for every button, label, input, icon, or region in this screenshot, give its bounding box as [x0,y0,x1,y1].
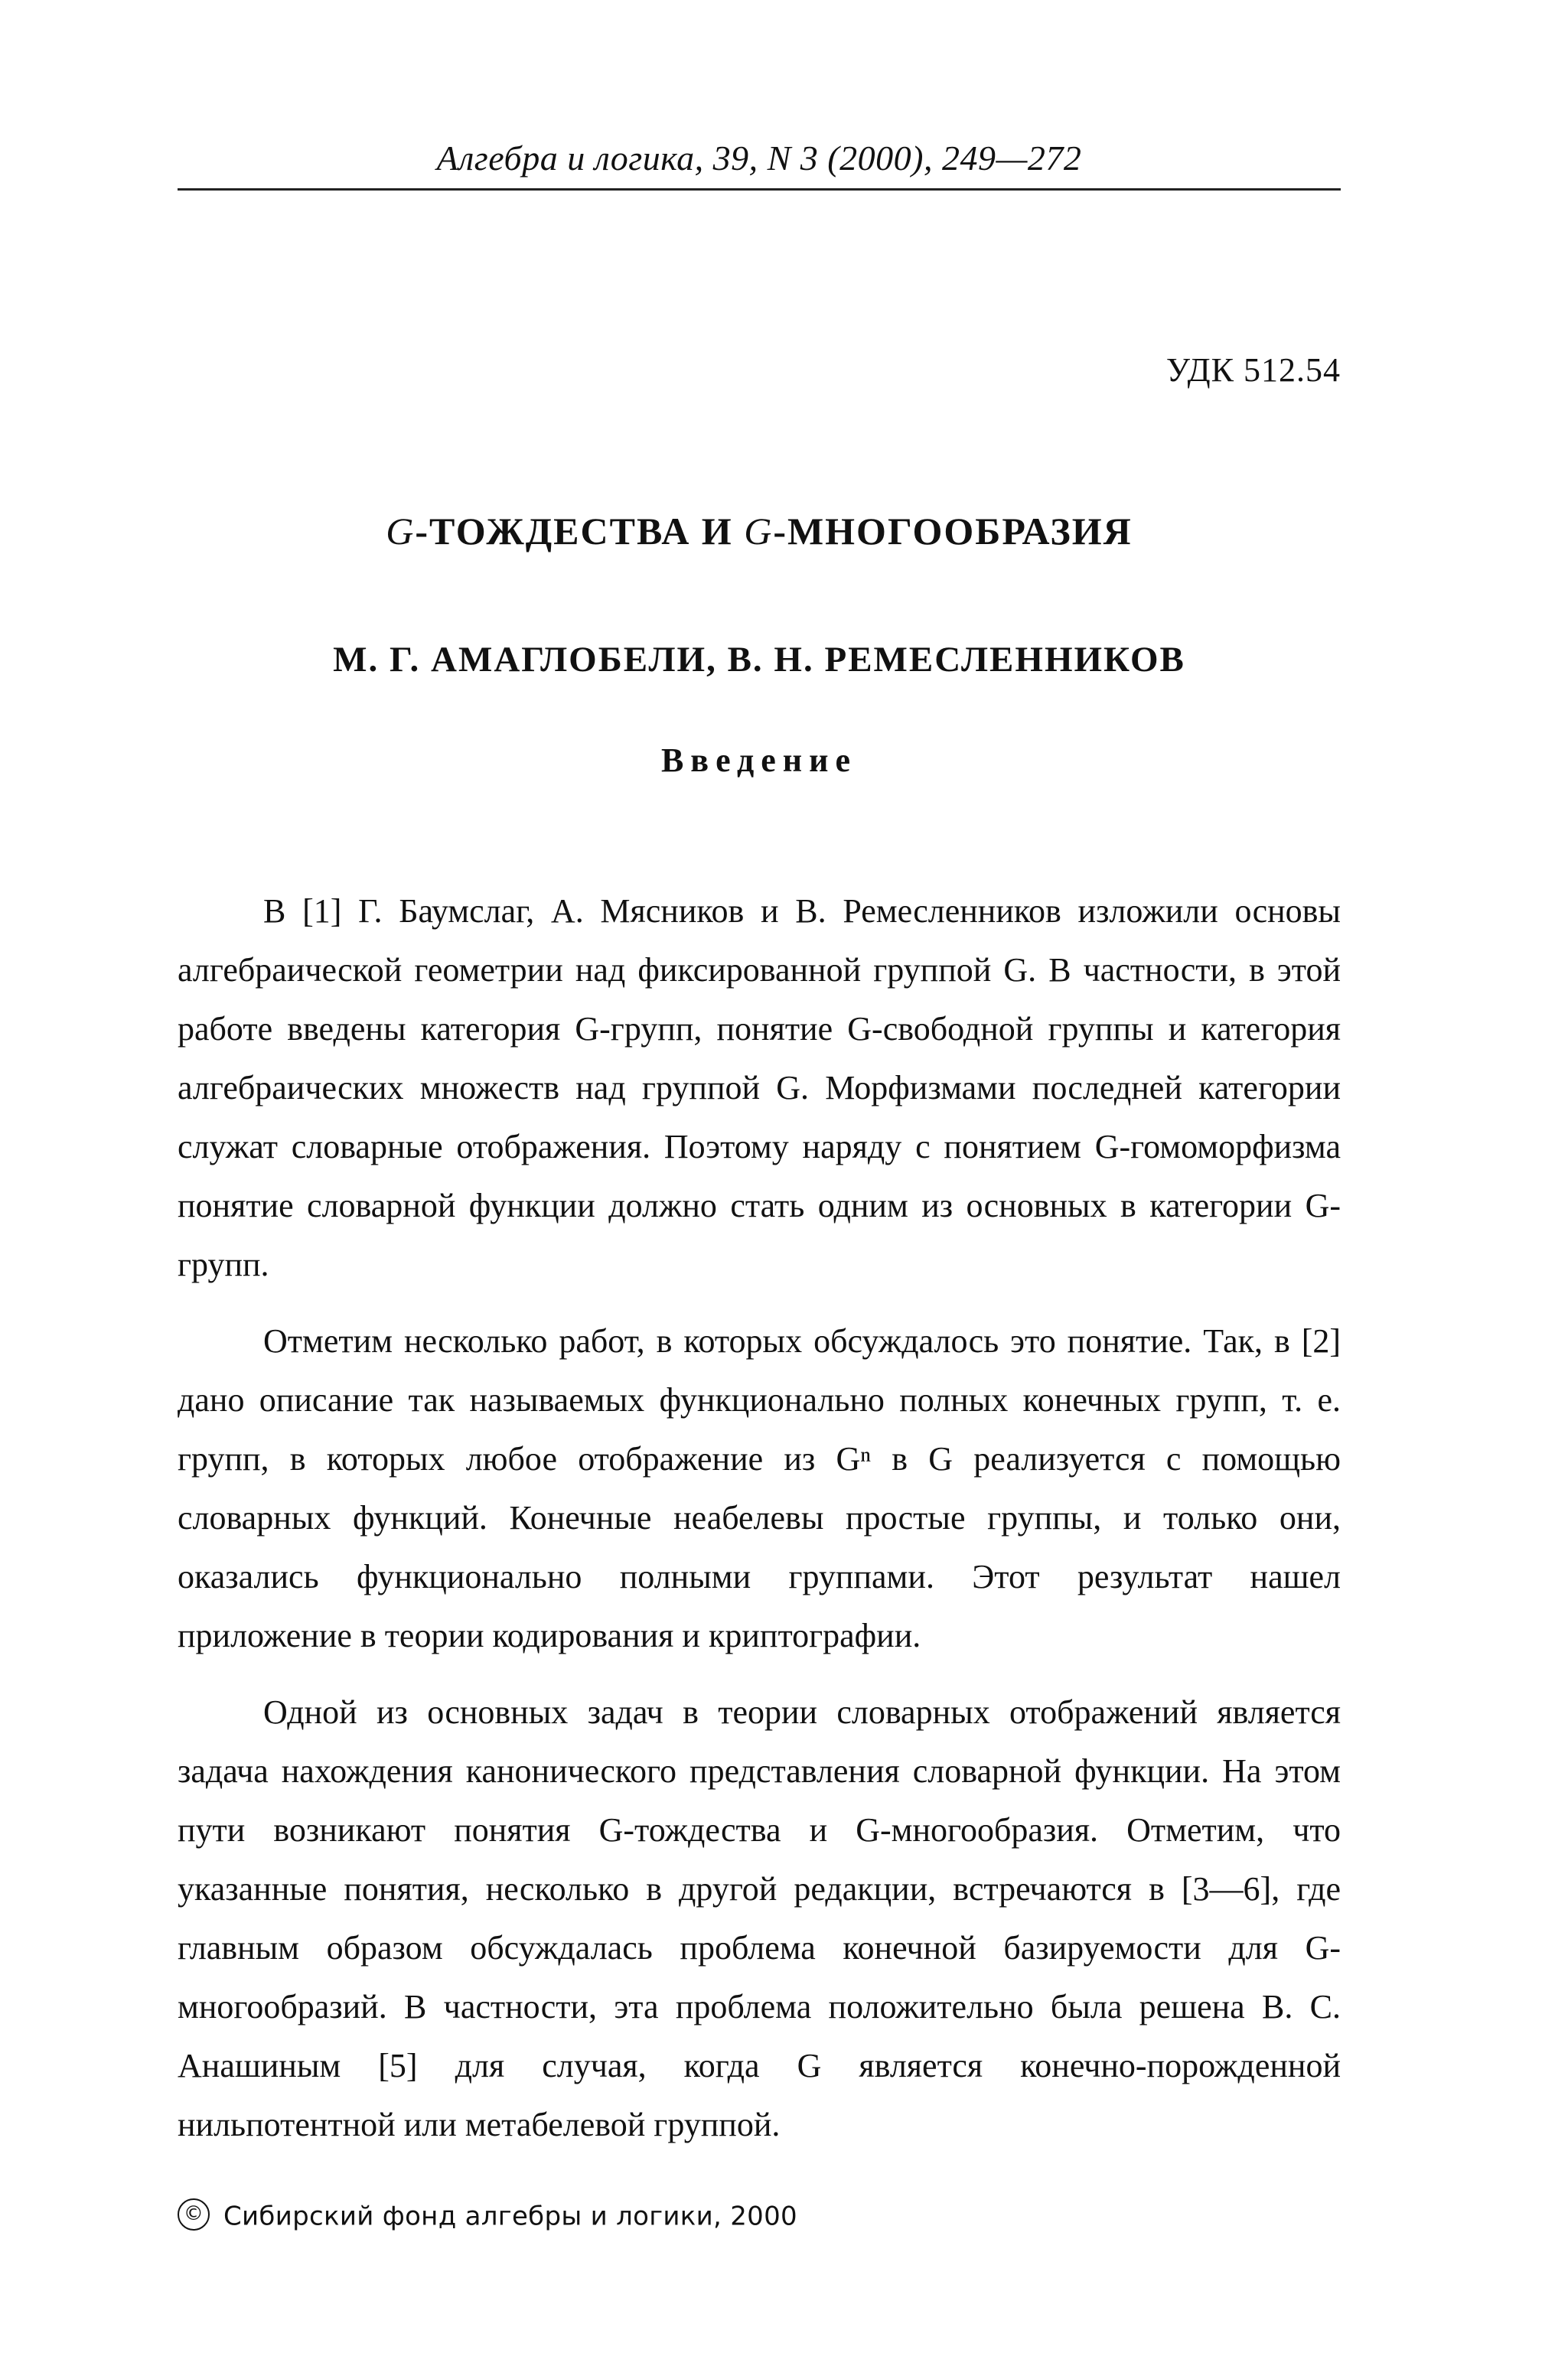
copyright-text: Сибирский фонд алгебры и логики, 2000 [223,2201,797,2232]
copyright-icon: © [178,2198,210,2231]
title-g-symbol: G [386,510,416,552]
body-paragraph: В [1] Г. Баумслаг, А. Мясников и В. Ремесленников изложили основы алгебраической геометрии над фиксированной группой G. В частности, в этой работе введены категория G-групп, понятие G-свободной группы и категория алгебраических множеств над группой G. Морфизмами последней категории служат словарные отображения. Поэтому наряду с понятием G-гомоморфизма понятие словарной функции должно стать одним из основных в категории G-групп. [178,892,1341,1283]
section-heading: Введение [660,741,858,779]
body-paragraph: Одной из основных задач в теории словарных отображений является задача нахождения канонического представления словарной функции. На этом пути возникают понятия G-тождества и G-многообразия. Отметим, что указанные понятия, несколько в другой редакции, встречаются в [3—6], где главным образом обсуждалась проблема конечной базируемости для G-многообразий. В частности, эта проблема положительно была решена В. С. Анашиным [5] для случая, когда G является конечно-порожденной нильпотентной или метабелевой группой. [178,1693,1341,2143]
article-title [178,509,1341,553]
udk-code: УДК 512.54 [1165,351,1341,389]
article-authors: М. Г. АМАГЛОБЕЛИ, В. Н. РЕМЕСЛЕННИКОВ [333,640,1185,679]
article-body [178,882,1341,2172]
title-part-2: -МНОГООБРАЗИЯ [773,510,1133,552]
copyright-footer [178,2200,797,2233]
title-g-symbol: G [744,510,774,552]
running-head: Алгебра и логика, 39, N 3 (2000), 249—272 [436,139,1082,178]
title-part-1: -ТОЖДЕСТВА И [415,510,745,552]
header-rule [178,188,1341,191]
body-paragraph: Отметим несколько работ, в которых обсуждалось это понятие. Так, в [2] дано описание так называемых функционально полных конечных групп, т. е. групп, в которых любое отображение из Gⁿ в G реализуется с помощью словарных функций. Конечные неабелевы простые группы, и только они, оказались функционально полными группами. Этот результат нашел приложение в теории кодирования и криптографии. [178,1322,1341,1654]
